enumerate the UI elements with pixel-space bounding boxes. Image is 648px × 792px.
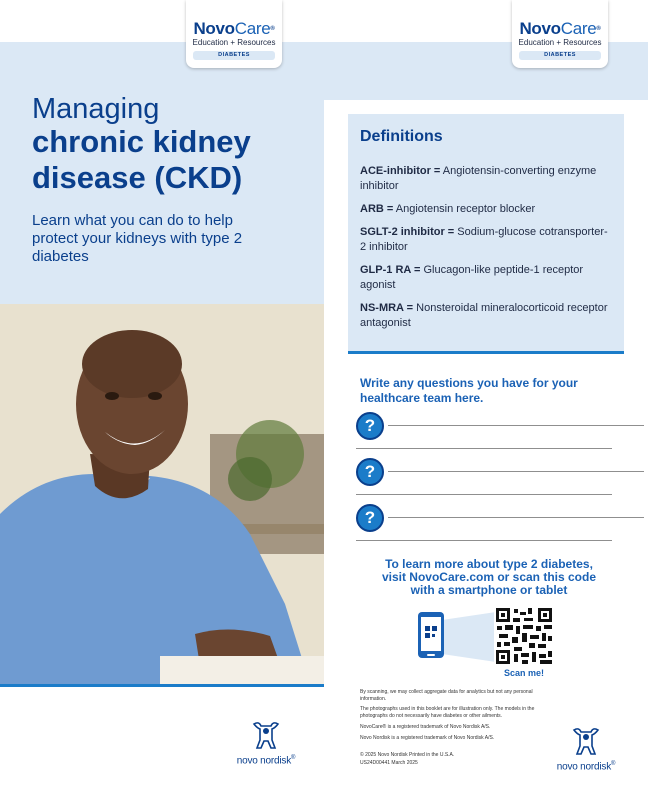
question-row[interactable] (356, 458, 612, 488)
definitions-heading: Definitions (360, 128, 443, 145)
learn-line-2: visit NovoCare.com or scan this code (381, 570, 597, 584)
question-row[interactable] (356, 504, 612, 534)
company-name: novo nordisk (556, 761, 612, 773)
definition-item (360, 164, 612, 194)
apis-bull-icon (569, 726, 603, 756)
writing-line (356, 448, 612, 449)
qr-code (494, 606, 554, 666)
definition-term: ARB = (360, 203, 394, 215)
writing-line (356, 494, 612, 495)
legal-code: US24D00441 March 2025 (360, 760, 418, 766)
definition-item (360, 263, 612, 293)
definitions-box (348, 114, 624, 352)
scan-me-label: Scan me! (504, 668, 545, 678)
definition-item (360, 202, 612, 217)
definition-term: ACE-inhibitor = (360, 165, 441, 177)
smiling-man-illustration (0, 304, 324, 684)
definition-item (360, 301, 612, 331)
subtitle: Learn what you can do to help protect your kidneys with type 2 diabetes (32, 212, 243, 265)
definition-item (360, 225, 612, 255)
title-bold: chronic kidney disease (CKD) (32, 124, 251, 195)
definition-meaning: Nonsteroidal mineralocorticoid receptor antagonist (360, 302, 608, 329)
cover-photo (0, 304, 324, 684)
novocare-logo (186, 0, 282, 68)
writing-line (388, 471, 644, 472)
legal-trademark-novocare: NovoCare® is a registered trademark of Novo Nordisk A/S. (360, 724, 491, 730)
question-row[interactable] (356, 412, 612, 442)
questions-heading: Write any questions you have for your healthcare team here. (360, 376, 578, 405)
learn-more-text (364, 558, 614, 597)
logo-reg: ® (270, 26, 275, 32)
info-panel (324, 0, 648, 792)
logo-novo: Novo (193, 19, 235, 38)
question-mark-icon: ? (356, 412, 384, 440)
definition-meaning: Glucagon-like peptide-1 receptor agonist (360, 264, 584, 291)
title-line-1: Managing (32, 93, 160, 125)
logo-care: Care (560, 19, 597, 38)
logo-novo: Novo (519, 19, 561, 38)
smartphone-icon (418, 612, 496, 662)
definition-meaning: Sodium-glucose cotransporter-2 inhibitor (360, 226, 608, 253)
definition-meaning: Angiotensin-converting enzyme inhibitor (360, 165, 597, 192)
logo-subline: Education + Resources (518, 38, 602, 47)
definitions-rule (348, 351, 624, 354)
question-mark-icon: ? (356, 458, 384, 486)
logo-subline: Education + Resources (192, 38, 276, 47)
writing-line (388, 425, 644, 426)
company-reg: ® (291, 755, 296, 761)
novo-nordisk-logo (556, 726, 616, 772)
company-reg: ® (611, 761, 616, 767)
novo-nordisk-logo (236, 720, 296, 766)
definition-meaning: Angiotensin receptor blocker (393, 203, 536, 215)
logo-tag: DIABETES (193, 51, 275, 60)
logo-reg: ® (596, 26, 601, 32)
learn-line-3: with a smartphone or tablet (410, 583, 568, 597)
apis-bull-icon (249, 720, 283, 750)
novocare-logo-right (512, 0, 608, 68)
writing-line (388, 517, 644, 518)
qr-area (416, 606, 556, 673)
definition-term: GLP-1 RA = (360, 264, 421, 276)
legal-scan-note: By scanning, we may collect aggregate data for analytics but not any personal information. (360, 689, 533, 702)
legal-copyright: © 2025 Novo Nordisk Printed in the U.S.A. (360, 752, 455, 758)
writing-line (356, 540, 612, 541)
legal-photo-note: The photographs used in this booklet are for illustration only. The models in the photographs do not necessarily have diabetes or other ailments. (360, 706, 535, 719)
question-mark-icon: ? (356, 504, 384, 532)
learn-line-1: To learn more about type 2 diabetes, (385, 557, 593, 571)
definition-term: SGLT-2 inhibitor = (360, 226, 455, 238)
logo-tag: DIABETES (519, 51, 601, 60)
photo-rule (0, 684, 324, 687)
definition-term: NS-MRA = (360, 302, 414, 314)
logo-care: Care (234, 19, 271, 38)
company-name: novo nordisk (236, 755, 292, 767)
legal-trademark-novonordisk: Novo Nordisk is a registered trademark of Novo Nordisk A/S. (360, 735, 495, 741)
